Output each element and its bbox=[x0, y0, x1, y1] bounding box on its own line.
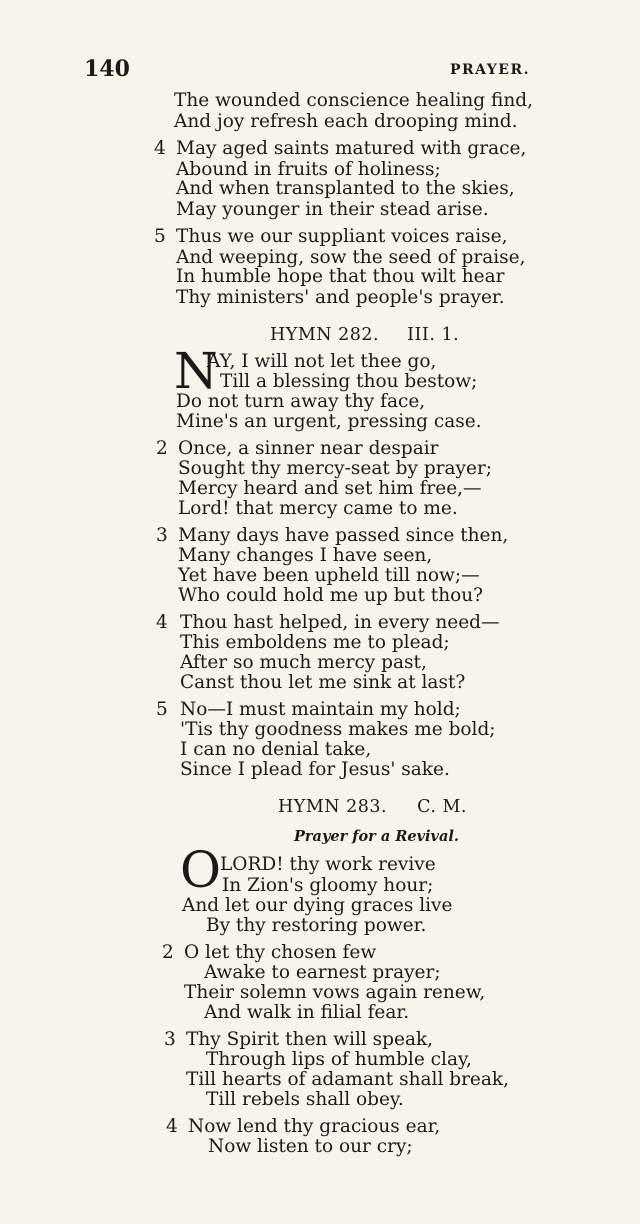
hymn-number: HYMN 282. bbox=[270, 325, 380, 345]
hymn-title bbox=[270, 325, 459, 345]
verse-line: Now lend thy gracious ear, bbox=[188, 1116, 441, 1137]
hymn-number: HYMN 283. bbox=[278, 797, 388, 817]
verse-line: Now listen to our cry; bbox=[208, 1136, 413, 1157]
page-header bbox=[84, 56, 530, 86]
verse-line: Yet have been upheld till now;— bbox=[178, 565, 480, 586]
verse-line: Once, a sinner near despair bbox=[178, 438, 439, 459]
verse-line: And weeping, sow the seed of praise, bbox=[176, 247, 526, 268]
verse-line: Many days have passed since then, bbox=[178, 525, 509, 546]
verse-line: I can no denial take, bbox=[180, 739, 372, 760]
verse-line: Who could hold me up but thou? bbox=[178, 585, 484, 606]
verse-line: Many changes I have seen, bbox=[178, 545, 433, 566]
verse-line: Thy Spirit then will speak, bbox=[186, 1029, 434, 1050]
stanza-number: 2 bbox=[162, 942, 174, 963]
drop-cap: O bbox=[180, 841, 221, 899]
hymn-meter: C. M. bbox=[417, 797, 467, 817]
verse-line: Mercy heard and set him free,— bbox=[178, 478, 482, 499]
verse-line: 'Tis thy goodness makes me bold; bbox=[180, 719, 496, 740]
verse-line: Lord! that mercy came to me. bbox=[178, 498, 458, 519]
verse-line: May younger in their stead arise. bbox=[176, 199, 489, 220]
verse-line: Awake to earnest prayer; bbox=[204, 962, 441, 983]
verse-line: Thy ministers' and people's prayer. bbox=[176, 287, 505, 308]
hymn-meter: III. 1. bbox=[407, 325, 460, 345]
verse-line: May aged saints matured with grace, bbox=[176, 138, 527, 159]
verse-line: No—I must maintain my hold; bbox=[180, 699, 461, 720]
verse-line: By thy restoring power. bbox=[206, 915, 427, 936]
verse-line: This emboldens me to plead; bbox=[180, 632, 450, 653]
verse-line: Thus we our suppliant voices raise, bbox=[176, 226, 508, 247]
verse-line: And walk in filial fear. bbox=[204, 1002, 410, 1023]
verse-line: And let our dying graces live bbox=[182, 895, 453, 916]
verse-line: Mine's an urgent, pressing case. bbox=[176, 411, 482, 432]
verse-line: After so much mercy past, bbox=[180, 652, 427, 673]
verse-line: Thou hast helped, in every need— bbox=[180, 612, 500, 633]
verse-line: Do not turn away thy face, bbox=[176, 391, 426, 412]
drop-cap: N bbox=[174, 342, 218, 400]
verse-line: Till rebels shall obey. bbox=[206, 1089, 404, 1110]
verse-line: Till a blessing thou bestow; bbox=[220, 371, 478, 392]
verse-line: Abound in fruits of holiness; bbox=[176, 159, 441, 180]
running-head: PRAYER. bbox=[449, 62, 530, 78]
verse-line: AY, I will not let thee go, bbox=[207, 351, 437, 372]
verse-line: Their solemn vows again renew, bbox=[184, 982, 486, 1003]
verse-line: In Zion's gloomy hour; bbox=[222, 875, 434, 896]
verse-line: Canst thou let me sink at last? bbox=[180, 672, 466, 693]
verse-line: In humble hope that thou wilt hear bbox=[176, 266, 505, 287]
page-number: 140 bbox=[84, 56, 130, 82]
verse-line: Since I plead for Jesus' sake. bbox=[180, 759, 450, 780]
verse-line: And joy refresh each drooping mind. bbox=[174, 111, 518, 132]
stanza-number: 3 bbox=[156, 525, 168, 546]
hymn-title bbox=[278, 797, 467, 817]
verse-line: LORD! thy work revive bbox=[220, 854, 436, 875]
stanza-number: 3 bbox=[164, 1029, 176, 1050]
stanza-number: 4 bbox=[154, 138, 166, 159]
verse-line: Sought thy mercy-seat by prayer; bbox=[178, 458, 493, 479]
stanza-number: 5 bbox=[154, 226, 166, 247]
stanza-number: 4 bbox=[156, 612, 168, 633]
stanza-number: 2 bbox=[156, 438, 168, 459]
hymn-subtitle: Prayer for a Revival. bbox=[294, 828, 459, 845]
verse-line: O let thy chosen few bbox=[184, 942, 377, 963]
verse-line: Through lips of humble clay, bbox=[206, 1049, 472, 1070]
verse-line: The wounded conscience healing find, bbox=[174, 90, 533, 111]
verse-line: And when transplanted to the skies, bbox=[176, 178, 515, 199]
verse-line: Till hearts of adamant shall break, bbox=[186, 1069, 509, 1090]
stanza-number: 4 bbox=[166, 1116, 178, 1137]
stanza-number: 5 bbox=[156, 699, 168, 720]
